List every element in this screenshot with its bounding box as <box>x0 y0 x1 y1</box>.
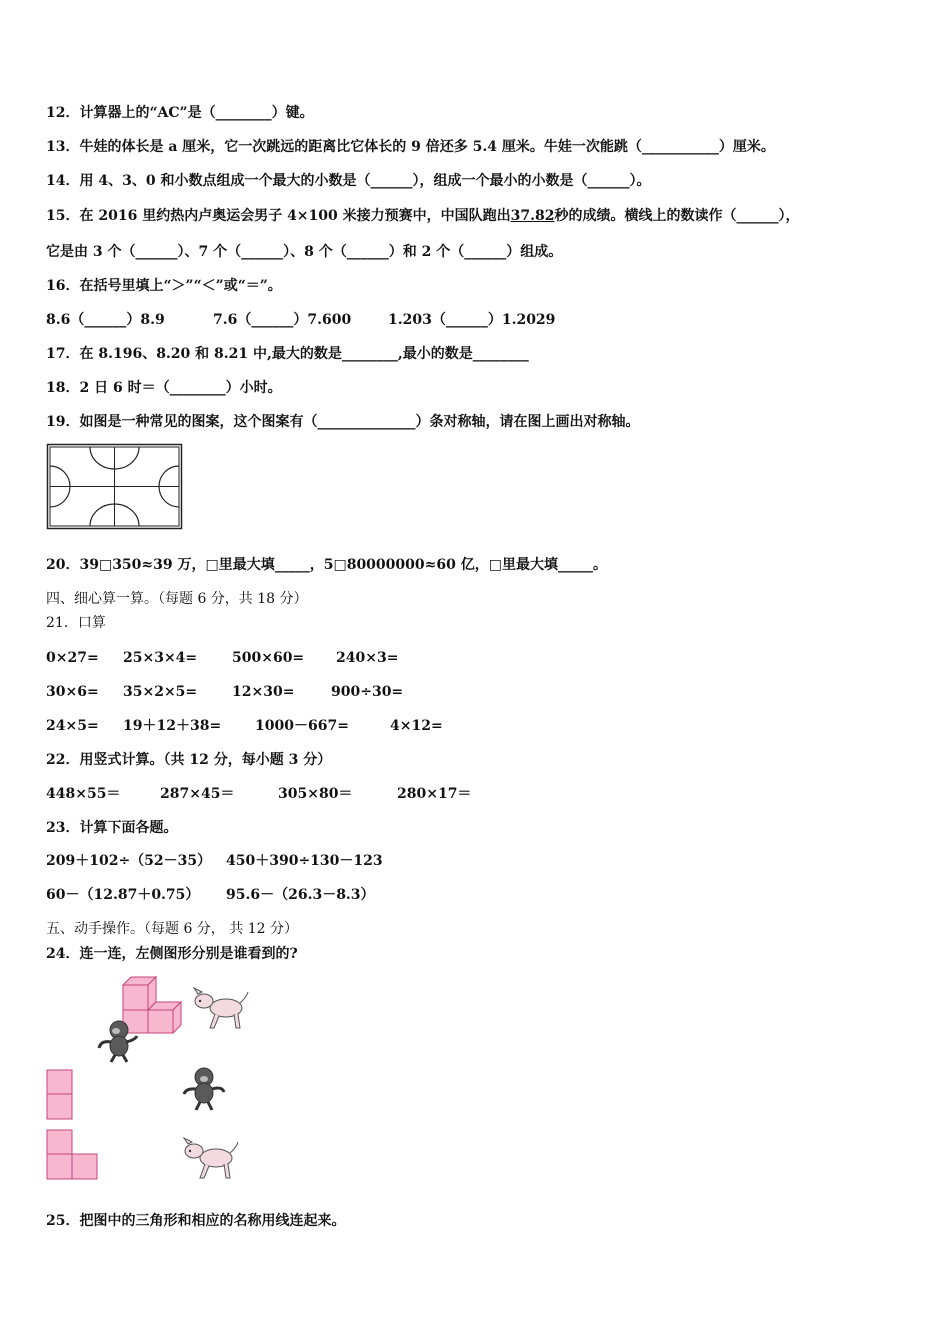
oral-calc-item: 19＋12＋38= <box>123 718 222 734</box>
monkey-icon <box>182 1066 228 1112</box>
question-20: 20．39□350≈39 万，□里最大填_____，5□80000000≈60 亿，□里最大填_____。 <box>46 557 607 573</box>
oral-calc-item: 1000－667= <box>255 718 349 734</box>
dog-icon <box>180 1136 240 1182</box>
question-15-part2: 秒的成绩。横线上的数读作（______）， <box>554 208 800 224</box>
view-l-shape-figure <box>45 1128 101 1182</box>
question-19: 19．如图是一种常见的图案，这个图案有（______________）条对称轴，请在图上画出对称轴。 <box>46 414 640 430</box>
vertical-calc-item: 305×80＝ <box>278 786 353 802</box>
compare-item-1: 8.6（______）8.9 <box>46 312 165 328</box>
vertical-calc-item: 280×17＝ <box>397 786 472 802</box>
dog-icon <box>190 986 250 1032</box>
calc-expression: 209＋102÷（52－35） <box>46 853 212 869</box>
oral-calc-item: 4×12= <box>390 718 443 734</box>
question-15-part1: 15．在 2016 里约热内卢奥运会男子 4×100 米接力预赛中，中国队跑出 <box>46 208 511 224</box>
oral-calc-item: 0×27= <box>46 650 99 666</box>
question-22: 22．用竖式计算。（共 12 分，每小题 3 分） <box>46 752 332 768</box>
question-25: 25．把图中的三角形和相应的名称用线连起来。 <box>46 1213 346 1229</box>
compare-item-2: 7.6（______）7.600 <box>213 312 352 328</box>
question-24: 24．连一连，左侧图形分别是谁看到的? <box>46 946 298 962</box>
oral-calc-item: 12×30= <box>232 684 295 700</box>
calc-expression: 60－（12.87＋0.75） <box>46 887 200 903</box>
vertical-calc-item: 448×55＝ <box>46 786 121 802</box>
section-5-heading: 五、动手操作。（每题 6 分， 共 12 分） <box>46 921 298 937</box>
oral-calc-item: 240×3= <box>336 650 399 666</box>
calc-expression: 95.6－（26.3－8.3） <box>226 887 375 903</box>
oral-calc-item: 30×6= <box>46 684 99 700</box>
compare-item-3: 1.203（______）1.2029 <box>388 312 556 328</box>
question-15-line2: 它是由 3 个（______）、7 个（______）、8 个（______）和 2 个（______）组成。 <box>46 244 563 260</box>
oral-calc-item: 500×60= <box>232 650 305 666</box>
monkey-icon <box>95 1018 141 1064</box>
vertical-calc-item: 287×45＝ <box>160 786 235 802</box>
oral-calc-item: 900÷30= <box>331 684 404 700</box>
question-23: 23．计算下面各题。 <box>46 820 178 836</box>
view-stack-figure <box>45 1068 75 1122</box>
oral-calc-item: 25×3×4= <box>123 650 198 666</box>
section-4-heading: 四、细心算一算。（每题 6 分，共 18 分） <box>46 591 308 607</box>
question-15 <box>46 207 799 225</box>
question-18: 18．2 日 6 时＝（________）小时。 <box>46 380 282 396</box>
question-12: 12．计算器上的“AC”是（________）键。 <box>46 105 314 121</box>
question-15-underlined-value: 37.82 <box>510 208 555 224</box>
question-13: 13．牛娃的体长是 a 厘米，它一次跳远的距离比它体长的 9 倍还多 5.4 厘米。牛娃一次能跳（___________）厘米。 <box>46 139 775 155</box>
question-21: 21．口算 <box>46 615 106 631</box>
question-14: 14．用 4、3、0 和小数点组成一个最大的小数是（______），组成一个最小的小数是（______）。 <box>46 173 651 189</box>
oral-calc-item: 24×5= <box>46 718 99 734</box>
question-16: 16．在括号里填上“＞”“＜”或“＝”。 <box>46 278 282 294</box>
symmetry-pattern-figure <box>46 443 184 531</box>
oral-calc-item: 35×2×5= <box>123 684 198 700</box>
question-17: 17．在 8.196、8.20 和 8.21 中,最大的数是________,最小的数是________ <box>46 346 529 362</box>
calc-expression: 450＋390÷130－123 <box>226 853 383 869</box>
